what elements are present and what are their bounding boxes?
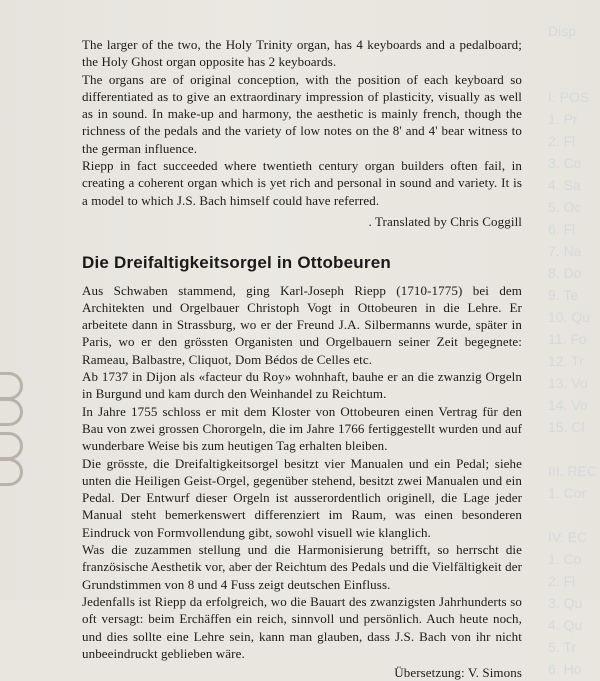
bleed-through-text: Disp I. POS 1. Pr 2. Fl 3. Co 4. Sa 5. Oc 6. Fl 7. Na 8. Do 9. Te 10. Qu 11. Fo 12. Tr 13. Vo 14. Vo 15. Cl III. REC 1. Cor IV. EC 1. Co 2. Fl 3. Qu 4. Qu 5. Tr 6. Ho xyxy=(548,23,598,677)
german-paragraph: Die grösste, die Dreifaltigkeitsorgel besitzt vier Manualen und ein Pedal; siehe unten die Heiligen Geist-Orgel, gegenüber stehend, besitzt zwei Manualen und ein Pedal. Der Entwurf dieser Orgeln ist ausserordentlich originell, die Lage jeder Manual steht bemerkenswert differenziert im Raum, was einen besonderen Eindruck von Formvollendung gibt, sowohl visuell wie klanglich. xyxy=(82,455,522,540)
binding-ring xyxy=(0,398,23,426)
binding-ring xyxy=(0,432,23,460)
binding-ring xyxy=(0,372,23,400)
german-paragraph: In Jahre 1755 schloss er mit dem Kloster von Ottobeuren einen Vertrag für den Bau von zwei grossen Chororgeln, die im Jahre 1766 fertiggestellt wurden und auf wunderbare Weise bis zum heutigen Tag erhalten bleiben. xyxy=(82,403,522,454)
binding-ring xyxy=(0,458,23,486)
section-heading: Die Dreifaltigkeitsorgel in Ottobeuren xyxy=(82,253,391,273)
german-paragraph: Aus Schwaben stammend, ging Karl-Joseph Riepp (1710-1775) bei dem Architekten und Orgelbauer Christoph Vogt in Ottobeuren in die Lehre. Er arbeitete dann in Strassburg, wo er der Freund J.A. Silbermanns wurde, später in Paris, wo er den grössten Organisten und Orgelbauern seiner Zeit begegnete: Rameau, Balbastre, Cliquot, Dom Bédos de Celles etc. xyxy=(82,282,522,367)
german-paragraph: Jedenfalls ist Riepp da erfolgreich, wo die Bauart des zwanzigsten Jahrhunderts so oft versagt: beim Erchäffen ein reich, sinnvoll und persönlich. Auch heute noch, und dies sollte eine Lehre sein, kann man glauben, dass J.S. Bach von ihr nicht unbeeindruckt geblieben wäre. xyxy=(82,593,522,661)
english-paragraph: The larger of the two, the Holy Trinity organ, has 4 keyboards and a pedalboard; the Holy Ghost organ opposite has 2 keyboards. xyxy=(82,37,522,70)
english-paragraph: The organs are of original conception, with the position of each keyboard so differentiated as to give an extraordinary impression of plasticity, visually as well as in sound. In make-up and harmony, the aesthetic is mainly french, though the richness of the pedals and the variety of low notes on the 8' and 4' bear witness to the german influence. xyxy=(82,71,522,156)
german-paragraph: Ab 1737 in Dijon als «facteur du Roy» wohnhaft, bauhe er an die zwanzig Orgeln in Burgund und kam durch den Weinhandel zu Reichtum. xyxy=(82,369,522,402)
translator-credit: . Translated by Chris Coggill xyxy=(368,213,522,229)
english-paragraph: Riepp in fact succeeded where twentieth century organ builders often fail, in creating a coherent organ which is yet rich and personal in sound and variety. It is a model to which J.S. Bach himself could have referred. xyxy=(82,158,522,208)
german-paragraph: Was die zuzammen stellung und die Harmonisierung betrifft, so herrscht die französische Aesthetik vor, aber der Reichtum des Pedals und die Vielfältigkeit der Grundstimmen von 8 und 4 Fuss zeigt deutschen Einfluss. xyxy=(82,542,522,592)
translator-credit: Übersetzung: V. Simons xyxy=(394,665,522,681)
text-column xyxy=(82,36,522,681)
